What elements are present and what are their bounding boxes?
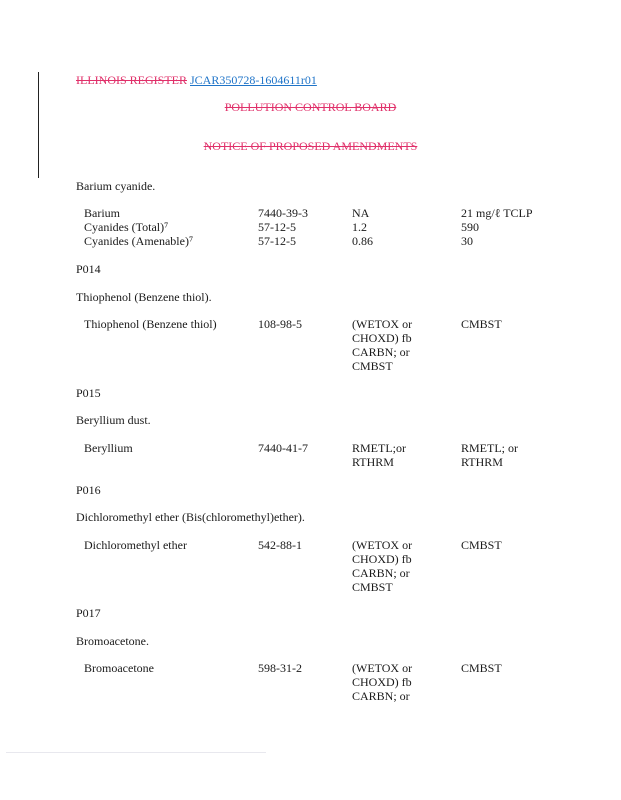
section-heading-beryllium-dust: Beryllium dust. — [76, 413, 151, 427]
notice-title: NOTICE OF PROPOSED AMENDMENTS — [203, 139, 418, 153]
cas-number: 57-12-5 — [258, 220, 296, 234]
cas-number: 57-12-5 — [258, 234, 296, 248]
cas-number: 7440-39-3 — [258, 206, 308, 220]
waste-code-p015: P015 — [76, 386, 101, 400]
section-heading-thiophenol: Thiophenol (Benzene thiol). — [76, 290, 212, 304]
constituent-name: Cyanides (Amenable)⁷ — [84, 234, 194, 248]
wastewater-standard: 1.2 — [352, 220, 367, 234]
wastewater-standard: 0.86 — [352, 234, 373, 248]
cas-number: 598-31-2 — [258, 661, 302, 675]
waste-code-p016: P016 — [76, 483, 101, 497]
wastewater-standard: RMETL;or RTHRM — [352, 441, 406, 469]
constituent-name: Thiophenol (Benzene thiol) — [84, 317, 217, 331]
nonwastewater-standard: CMBST — [461, 317, 502, 331]
footer-rule — [6, 752, 266, 753]
wastewater-standard: (WETOX or CHOXD) fb CARBN; or CMBST — [352, 317, 413, 373]
deleted-register-title: ILLINOIS REGISTER — [76, 73, 187, 87]
nonwastewater-standard: RMETL; or RTHRM — [461, 441, 518, 469]
cas-number: 7440-41-7 — [258, 441, 308, 455]
waste-code-p017: P017 — [76, 606, 101, 620]
cas-number: 542-88-1 — [258, 538, 302, 552]
wastewater-standard: NA — [352, 206, 370, 220]
board-title: POLLUTION CONTROL BOARD — [224, 100, 397, 114]
nonwastewater-standard: 590 — [461, 220, 479, 234]
constituent-name: Beryllium — [84, 441, 133, 455]
nonwastewater-standard: CMBST — [461, 661, 502, 675]
nonwastewater-standard: 21 mg/ℓ TCLP — [461, 206, 533, 220]
constituent-name: Bromoacetone — [84, 661, 154, 675]
constituent-name: Barium — [84, 206, 120, 220]
constituent-name: Cyanides (Total)⁷ — [84, 220, 169, 234]
section-heading-dichloromethyl-ether: Dichloromethyl ether (Bis(chloromethyl)ether). — [76, 510, 305, 524]
cas-number: 108-98-5 — [258, 317, 302, 331]
register-line — [76, 73, 317, 88]
wastewater-standard: (WETOX or CHOXD) fb CARBN; or CMBST — [352, 538, 413, 594]
inserted-jcar-code: JCAR350728-1604611r01 — [190, 73, 317, 87]
nonwastewater-standard: CMBST — [461, 538, 502, 552]
wastewater-standard: (WETOX or CHOXD) fb CARBN; or — [352, 661, 413, 703]
section-heading-barium-cyanide: Barium cyanide. — [76, 179, 156, 193]
nonwastewater-standard: 30 — [461, 234, 473, 248]
section-heading-bromoacetone: Bromoacetone. — [76, 634, 149, 648]
constituent-name: Dichloromethyl ether — [84, 538, 187, 552]
revision-bar — [38, 72, 39, 178]
waste-code-p014: P014 — [76, 262, 101, 276]
